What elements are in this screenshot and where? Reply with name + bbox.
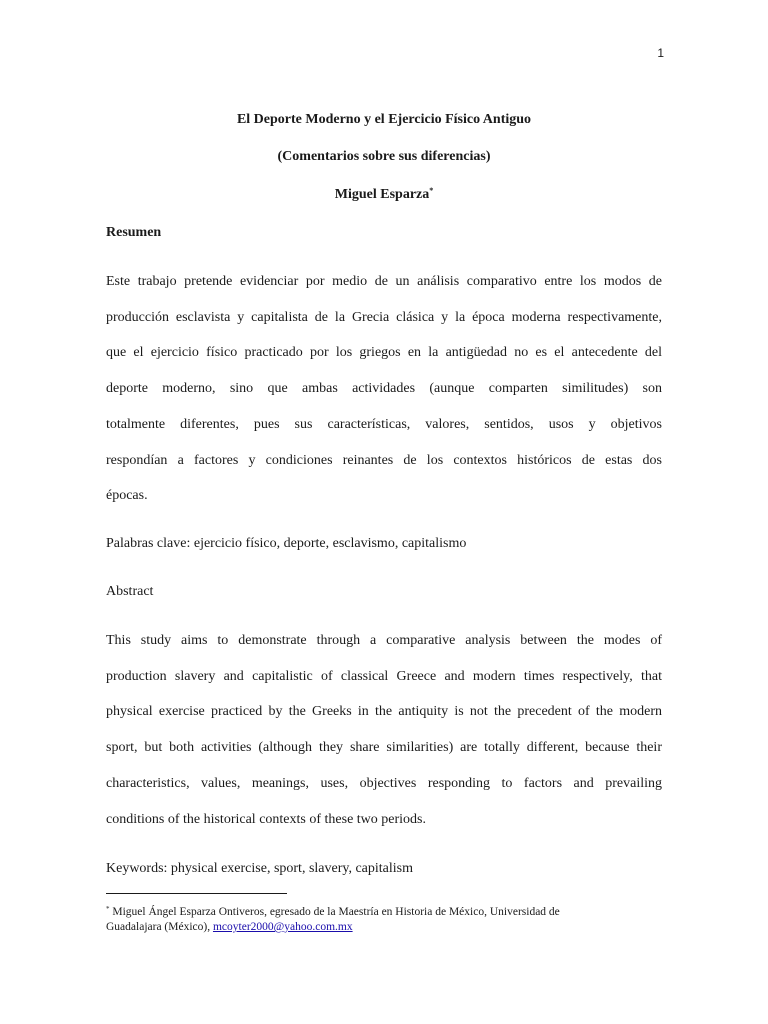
footnote-mark: * — [106, 905, 110, 913]
resumen-line: totalmente diferentes, pues sus características, valores, sentidos, usos y objetivos — [106, 416, 662, 432]
footnote-text-line2: Guadalajara (México), — [106, 921, 213, 933]
abstract-paragraph — [106, 623, 662, 837]
author-footnote-mark: * — [429, 186, 434, 195]
abstract-line: This study aims to demonstrate through a comparative analysis between the modes of — [106, 633, 662, 648]
abstract-line: conditions of the historical contexts of these two periods. — [106, 811, 426, 827]
resumen-line: Este trabajo pretende evidenciar por medio de un análisis comparativo entre los modos de — [106, 274, 662, 289]
keywords: Keywords: physical exercise, sport, slavery, capitalism — [106, 861, 414, 876]
resumen-line: respondían a factores y condiciones reinantes de los contextos históricos de estas dos — [106, 452, 662, 468]
resumen-line: producción esclavista y capitalista de la Grecia clásica y la época moderna respectivamente, — [106, 309, 662, 325]
abstract-line: sport, but both activities (although they share similarities) are totally different, because their — [106, 740, 662, 756]
resumen-heading: Resumen — [106, 225, 162, 240]
resumen-line: deporte moderno, sino que ambas actividades (aunque comparten similitudes) son — [106, 381, 662, 397]
abstract-line: physical exercise practiced by the Greeks in the antiquity is not the precedent of the modern — [106, 704, 662, 720]
abstract-heading: Abstract — [106, 584, 154, 599]
abstract-line: characteristics, values, meanings, uses, objectives responding to factors and prevailing — [106, 775, 662, 791]
paper-title: El Deporte Moderno y el Ejercicio Físico Antiguo — [236, 112, 532, 127]
page-number: 1 — [657, 46, 664, 60]
palabras-clave: Palabras clave: ejercicio físico, deporte, esclavismo, capitalismo — [106, 536, 467, 551]
author-name — [106, 186, 662, 203]
resumen-paragraph — [106, 264, 662, 514]
footnote-text-line1: Miguel Ángel Esparza Ontiveros, egresado de la Maestría en Historia de México, Universidad de — [109, 906, 560, 918]
resumen-line: épocas. — [106, 488, 148, 504]
resumen-line: que el ejercicio físico practicado por los griegos en la antigüedad no es el antecedente del — [106, 345, 662, 361]
author-email-link[interactable]: mcoyter2000@yahoo.com.mx — [212, 921, 353, 933]
author-name-text: Miguel Esparza — [334, 187, 430, 202]
footnote-divider — [106, 893, 287, 894]
footnote — [106, 902, 662, 935]
paper-subtitle: (Comentarios sobre sus diferencias) — [277, 149, 491, 164]
abstract-line: production slavery and capitalistic of classical Greece and modern times respectively, that — [106, 668, 662, 684]
